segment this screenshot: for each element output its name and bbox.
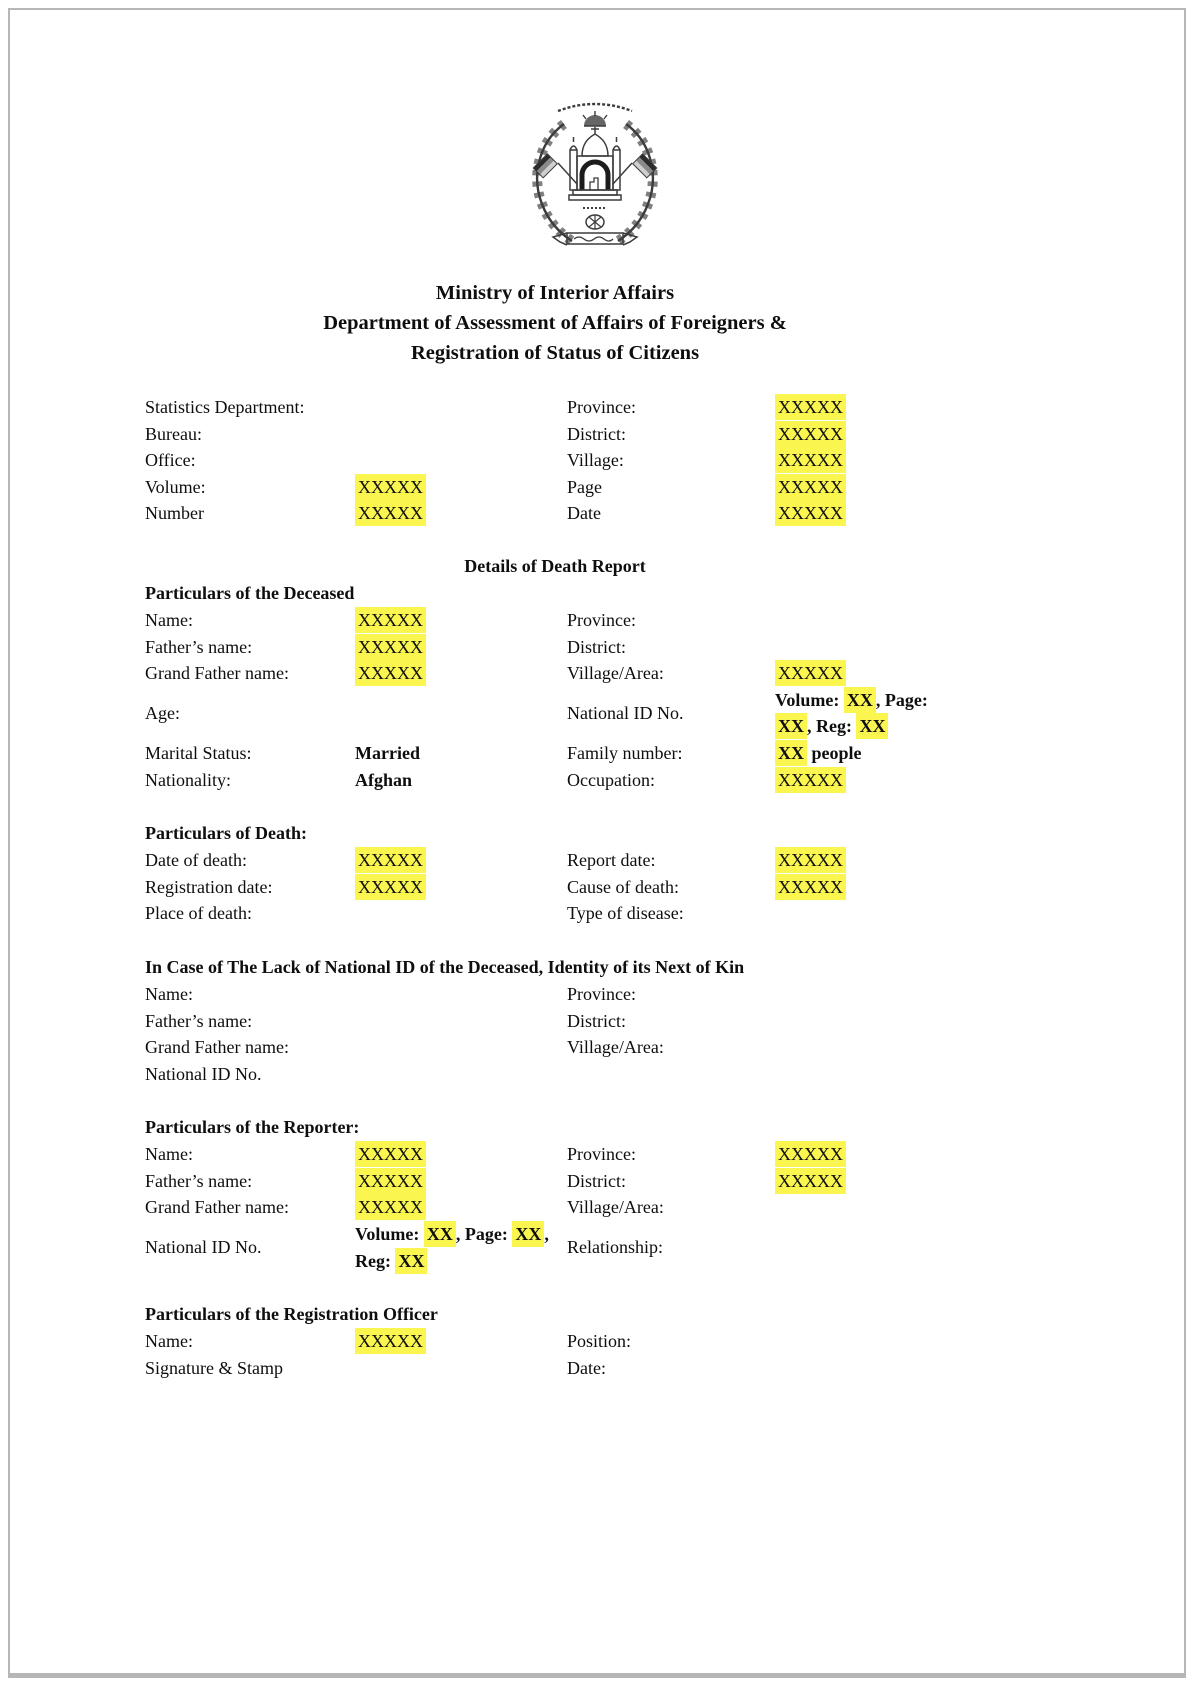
field-value <box>355 981 567 1008</box>
field-label: Father’s name: <box>145 636 253 657</box>
document-title-block <box>10 278 1184 368</box>
form-row <box>145 1034 965 1061</box>
afghanistan-emblem-icon <box>520 96 670 254</box>
form-row <box>145 687 965 740</box>
field-value <box>355 394 567 421</box>
highlighted-value: XXXXX <box>355 874 426 900</box>
form-row <box>145 740 965 767</box>
field-label: District: <box>567 636 626 657</box>
field-value <box>775 607 965 634</box>
field-value: XX people <box>775 740 965 767</box>
field-value <box>775 900 965 927</box>
field-value <box>775 1328 965 1355</box>
field-label: Father’s name: <box>145 1170 253 1191</box>
section-heading-death-report-details: Details of Death Report <box>464 555 646 576</box>
field-label: Signature & Stamp <box>145 1357 283 1378</box>
section-death <box>145 820 965 927</box>
field-value <box>355 1008 567 1035</box>
form-sections <box>145 394 965 1381</box>
field-value <box>355 474 567 501</box>
highlighted-value: XXXXX <box>775 1141 846 1167</box>
field-value: Married <box>355 742 420 763</box>
field-value <box>355 421 567 448</box>
field-value <box>775 767 965 794</box>
form-row <box>145 1328 965 1355</box>
highlighted-value: XXXXX <box>775 660 846 686</box>
field-value: Afghan <box>355 769 413 790</box>
highlighted-value: XXXXX <box>355 474 426 500</box>
field-label: Relationship: <box>567 1237 663 1258</box>
form-row <box>145 474 965 501</box>
field-value <box>355 447 567 474</box>
highlighted-value: XXXXX <box>355 500 426 526</box>
form-row <box>145 1141 965 1168</box>
form-row <box>145 847 965 874</box>
field-value <box>775 1141 965 1168</box>
highlighted-value: XXXXX <box>775 1168 846 1194</box>
form-row <box>145 1008 965 1035</box>
form-row <box>145 660 965 687</box>
field-value <box>355 1141 567 1168</box>
form-row <box>145 607 965 634</box>
field-label: Date: <box>567 1357 606 1378</box>
section-death-report-details <box>145 553 965 580</box>
form-content <box>10 394 1184 1381</box>
highlighted-value: XX <box>856 713 888 739</box>
field-label: Date <box>567 503 601 524</box>
field-label: Grand Father name: <box>145 1197 289 1218</box>
field-value <box>775 874 965 901</box>
field-value <box>775 474 965 501</box>
form-row <box>145 1194 965 1221</box>
field-label: Village/Area: <box>567 1197 664 1218</box>
field-value <box>775 394 965 421</box>
section-heading-deceased: Particulars of the Deceased <box>145 582 355 603</box>
field-label: Name: <box>145 1144 193 1165</box>
section-deceased <box>145 580 965 793</box>
field-value <box>355 607 567 634</box>
field-label: Name: <box>145 1331 193 1352</box>
highlighted-value: XX <box>512 1221 544 1247</box>
field-label: District: <box>567 1170 626 1191</box>
section-heading-next-of-kin: In Case of The Lack of National ID of the Deceased, Identity of its Next of Kin <box>145 956 745 977</box>
field-value <box>775 847 965 874</box>
field-label: Occupation: <box>567 769 655 790</box>
field-label: Place of death: <box>145 903 252 924</box>
field-value <box>355 847 567 874</box>
field-value <box>355 1034 567 1061</box>
form-row <box>145 874 965 901</box>
field-value <box>775 1061 965 1088</box>
field-label: Father’s name: <box>145 1010 253 1031</box>
field-value <box>355 900 567 927</box>
field-label: Nationality: <box>145 769 231 790</box>
field-value <box>355 500 567 527</box>
field-label: Name: <box>145 609 193 630</box>
field-label: National ID No. <box>567 703 684 724</box>
form-row <box>145 767 965 794</box>
section-registration-officer <box>145 1301 965 1381</box>
field-value <box>355 634 567 661</box>
section-heading-registration-officer: Particulars of the Registration Officer <box>145 1304 438 1325</box>
highlighted-value: XX <box>775 740 807 766</box>
field-value <box>775 421 965 448</box>
field-value <box>355 1194 567 1221</box>
form-row <box>145 1168 965 1195</box>
form-row <box>145 500 965 527</box>
highlighted-value: XXXXX <box>775 447 846 473</box>
field-label: Office: <box>145 450 196 471</box>
form-row <box>145 1355 965 1382</box>
field-value <box>355 874 567 901</box>
highlighted-value: XXXXX <box>775 421 846 447</box>
highlighted-value: XXXXX <box>775 474 846 500</box>
field-label: Village/Area: <box>567 663 664 684</box>
field-label: Page <box>567 476 602 497</box>
highlighted-value: XXXXX <box>355 1141 426 1167</box>
field-label: Bureau: <box>145 423 202 444</box>
highlighted-value: XXXXX <box>775 874 846 900</box>
highlighted-value: XXXXX <box>355 1168 426 1194</box>
highlighted-value: XXXXX <box>775 500 846 526</box>
field-value <box>775 1355 965 1382</box>
section-registry-info <box>145 394 965 527</box>
highlighted-value: XX <box>775 713 807 739</box>
field-label: Name: <box>145 983 193 1004</box>
highlighted-value: XXXXX <box>355 634 426 660</box>
field-value <box>775 1008 965 1035</box>
field-label: Date of death: <box>145 850 247 871</box>
highlighted-value: XXXXX <box>355 660 426 686</box>
field-value: Volume: XX , Page: XX , Reg: XX <box>775 687 965 740</box>
field-label: Province: <box>567 609 636 630</box>
field-label: Type of disease: <box>567 903 684 924</box>
form-row <box>145 634 965 661</box>
field-label: District: <box>567 423 626 444</box>
section-next-of-kin <box>145 954 965 1087</box>
field-label: Province: <box>567 1144 636 1165</box>
field-value <box>775 1234 965 1261</box>
highlighted-value: XXXXX <box>355 1194 426 1220</box>
field-label: Cause of death: <box>567 876 679 897</box>
field-value <box>775 1194 965 1221</box>
field-value <box>355 660 567 687</box>
field-label: Age: <box>145 703 180 724</box>
form-row <box>145 421 965 448</box>
form-row <box>145 1221 965 1274</box>
form-row <box>145 900 965 927</box>
field-label: Province: <box>567 983 636 1004</box>
field-label: Family number: <box>567 742 683 763</box>
highlighted-value: XX <box>424 1221 456 1247</box>
field-value <box>775 660 965 687</box>
form-row <box>145 447 965 474</box>
highlighted-value: XX <box>395 1248 427 1274</box>
highlighted-value: XXXXX <box>355 1328 426 1354</box>
title-line-department: Department of Assessment of Affairs of Foreigners & <box>323 312 787 334</box>
field-label: Number <box>145 503 204 524</box>
form-row <box>145 394 965 421</box>
document-page <box>8 8 1186 1678</box>
highlighted-value: XXXXX <box>775 767 846 793</box>
field-value <box>355 1168 567 1195</box>
field-value <box>355 1355 567 1382</box>
highlighted-value: XXXXX <box>355 847 426 873</box>
highlighted-value: XX <box>844 687 876 713</box>
highlighted-value: XXXXX <box>355 607 426 633</box>
field-label: Volume: <box>145 476 206 497</box>
title-line-ministry: Ministry of Interior Affairs <box>435 282 675 304</box>
field-value <box>355 700 567 727</box>
field-label: District: <box>567 1010 626 1031</box>
field-label: National ID No. <box>145 1237 262 1258</box>
field-value <box>775 1168 965 1195</box>
field-label: Village: <box>567 450 624 471</box>
field-label: Grand Father name: <box>145 663 289 684</box>
field-value <box>775 1034 965 1061</box>
field-value <box>775 634 965 661</box>
form-row <box>145 1061 965 1088</box>
form-row <box>145 981 965 1008</box>
field-value <box>355 1328 567 1355</box>
section-reporter <box>145 1114 965 1274</box>
section-heading-death: Particulars of Death: <box>145 823 307 844</box>
field-label: Marital Status: <box>145 742 252 763</box>
field-value <box>775 500 965 527</box>
field-label: Province: <box>567 397 636 417</box>
highlighted-value: XXXXX <box>775 847 846 873</box>
field-label: Statistics Department: <box>145 397 305 417</box>
field-label: Report date: <box>567 850 656 871</box>
field-label: Registration date: <box>145 876 273 897</box>
section-heading-reporter: Particulars of the Reporter: <box>145 1117 360 1138</box>
field-value <box>775 981 965 1008</box>
highlighted-value: XXXXX <box>775 394 846 420</box>
field-value: Volume: XX , Page: XX , Reg: XX <box>355 1221 567 1274</box>
field-label: Grand Father name: <box>145 1037 289 1058</box>
field-value <box>775 447 965 474</box>
field-label: Position: <box>567 1331 632 1352</box>
field-value <box>355 1061 567 1088</box>
title-line-registration: Registration of Status of Citizens <box>410 342 700 364</box>
field-label: Village/Area: <box>567 1037 664 1058</box>
field-label: National ID No. <box>145 1063 262 1084</box>
